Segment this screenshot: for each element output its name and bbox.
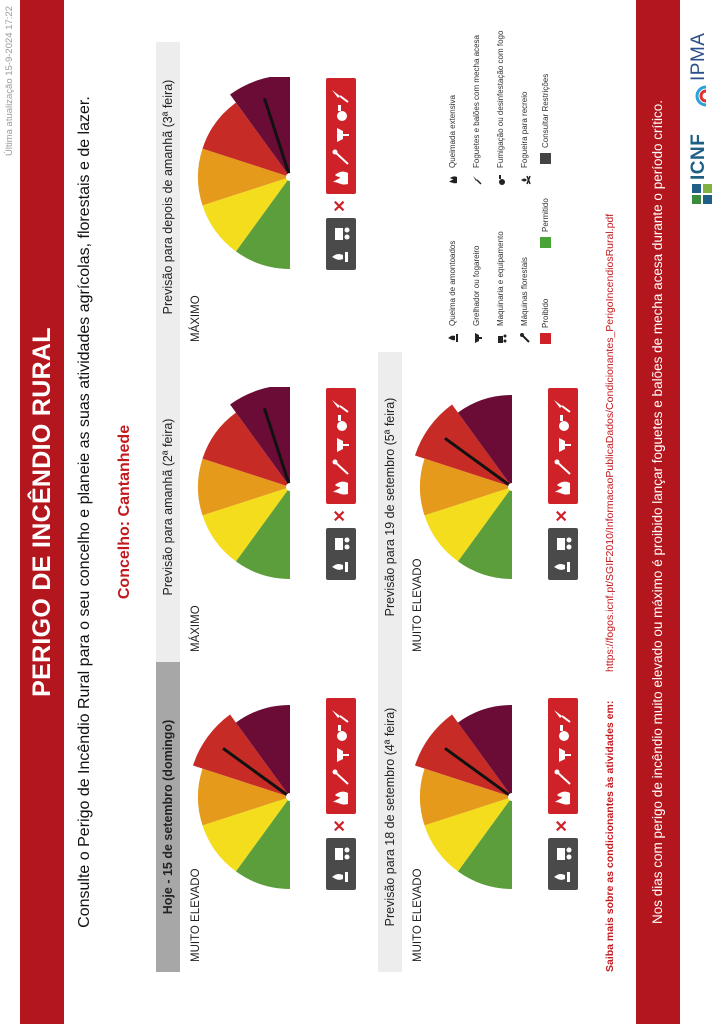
restricted-activities-box xyxy=(326,528,356,580)
panel-level: MUITO ELEVADO xyxy=(190,868,202,962)
legend-status-label: Proibido xyxy=(541,298,550,328)
legend-item: Queima de amontoados xyxy=(448,240,457,326)
panel-level: MÁXIMO xyxy=(190,605,202,652)
update-timestamp: Última atualização 15-9-2024 17:22 xyxy=(4,6,15,156)
legend xyxy=(440,30,556,348)
legend-item: Grelhador ou fogareiro xyxy=(472,245,481,326)
ipma-logo-text: IPMA xyxy=(688,32,709,81)
prohibited-activities-box xyxy=(548,388,578,504)
forecast-panel-day5 xyxy=(378,352,608,662)
logos xyxy=(682,0,724,224)
legend-status-label: Permitido xyxy=(541,198,550,232)
legend-item: Fogueira para recreio xyxy=(520,91,529,168)
restricted-activities-box xyxy=(326,838,356,890)
legend-item: Queimada extensiva xyxy=(448,95,457,168)
prohibited-activities-box xyxy=(326,698,356,814)
legend-swatch-prohibited xyxy=(540,333,551,344)
more-info-label: Saiba mais sobre as condicionantes às atividades em: xyxy=(604,700,616,972)
panel-header: Previsão para 18 de setembro (4ª feira) xyxy=(378,662,402,972)
restricted-activities-box xyxy=(548,838,578,890)
campfire-icon xyxy=(518,174,530,186)
activity-icons xyxy=(326,690,356,890)
activity-icons xyxy=(326,70,356,270)
gauge-hub xyxy=(286,173,294,181)
forecast-panel-day2 xyxy=(156,352,386,662)
prohibited-activities-box xyxy=(326,388,356,504)
restricted-activities-box xyxy=(326,218,356,270)
gauge-hub xyxy=(508,483,516,491)
prohibited-x-icon: ✕ xyxy=(332,509,349,523)
prohibited-activities-box xyxy=(326,78,356,194)
panel-header: Previsão para 19 de setembro (5ª feira) xyxy=(378,352,402,662)
prohibited-x-icon: ✕ xyxy=(332,819,349,833)
forecast-panel-day3 xyxy=(156,42,386,352)
concelho-label: Concelho: Cantanhede xyxy=(116,424,133,600)
legend-status-label: Consultar Restrições xyxy=(541,73,550,148)
gauge-hub xyxy=(508,793,516,801)
prohibited-x-icon: ✕ xyxy=(332,199,349,213)
gauge-hub xyxy=(286,793,294,801)
grill-icon xyxy=(470,332,482,344)
forecast-panel-day4 xyxy=(378,662,608,972)
bottom-note: Nos dias com perigo de incêndio muito elevado ou máximo é proibido lançar foguetes e balões de mecha acesa durante o período crítico. xyxy=(650,100,665,924)
danger-gauge xyxy=(408,387,518,587)
icnf-logo-text: ICNF xyxy=(688,133,709,180)
panel-header: Hoje - 15 de setembro (domingo) xyxy=(156,662,180,972)
legend-swatch-restrictions xyxy=(540,153,551,164)
restricted-activities-box xyxy=(548,528,578,580)
danger-gauge xyxy=(408,697,518,897)
ipma-logo-icon xyxy=(690,84,714,108)
activity-icons xyxy=(548,690,578,890)
legend-item: Foguetes e balões com mecha acesa xyxy=(472,35,481,168)
extensive-burning-icon xyxy=(446,174,458,186)
more-info-link[interactable]: https://fogos.icnf.pt/SGIF2010/InformacaoPublicaDados/Condicionantes_PerigoIncendiosRural.pdf xyxy=(604,213,616,672)
legend-swatch-allowed xyxy=(540,237,551,248)
activity-icons xyxy=(326,380,356,580)
panel-level: MÁXIMO xyxy=(190,295,202,342)
panel-header: Previsão para amanhã (2ª feira) xyxy=(156,352,180,662)
legend-item: Maquinaria e equipamento xyxy=(496,231,505,326)
pile-burning-icon xyxy=(446,332,458,344)
panel-level: MUITO ELEVADO xyxy=(412,868,424,962)
forest-machine-icon xyxy=(518,332,530,344)
activity-icons xyxy=(548,380,578,580)
rocket-icon xyxy=(470,174,482,186)
legend-item: Máquinas florestais xyxy=(520,257,529,326)
gauge-hub xyxy=(286,483,294,491)
panel-header: Previsão para depois de amanhã (3ª feira) xyxy=(156,42,180,352)
prohibited-activities-box xyxy=(548,698,578,814)
danger-gauge xyxy=(186,77,296,277)
fumigation-icon xyxy=(494,174,506,186)
machinery-icon xyxy=(494,332,506,344)
subtitle: Consulte o Perigo de Incêndio Rural para o seu concelho e planeie as suas atividades agrícolas, florestais e de lazer. xyxy=(76,96,93,928)
prohibited-x-icon: ✕ xyxy=(554,819,571,833)
page-title: PERIGO DE INCÊNDIO RURAL xyxy=(28,327,56,697)
danger-gauge xyxy=(186,697,296,897)
danger-gauge xyxy=(186,387,296,587)
prohibited-x-icon: ✕ xyxy=(554,509,571,523)
icnf-logo-icon xyxy=(690,182,714,206)
legend-item: Fumigação ou desinfestação com fogo xyxy=(496,30,505,168)
forecast-panel-today xyxy=(156,662,386,972)
panel-level: MUITO ELEVADO xyxy=(412,558,424,652)
